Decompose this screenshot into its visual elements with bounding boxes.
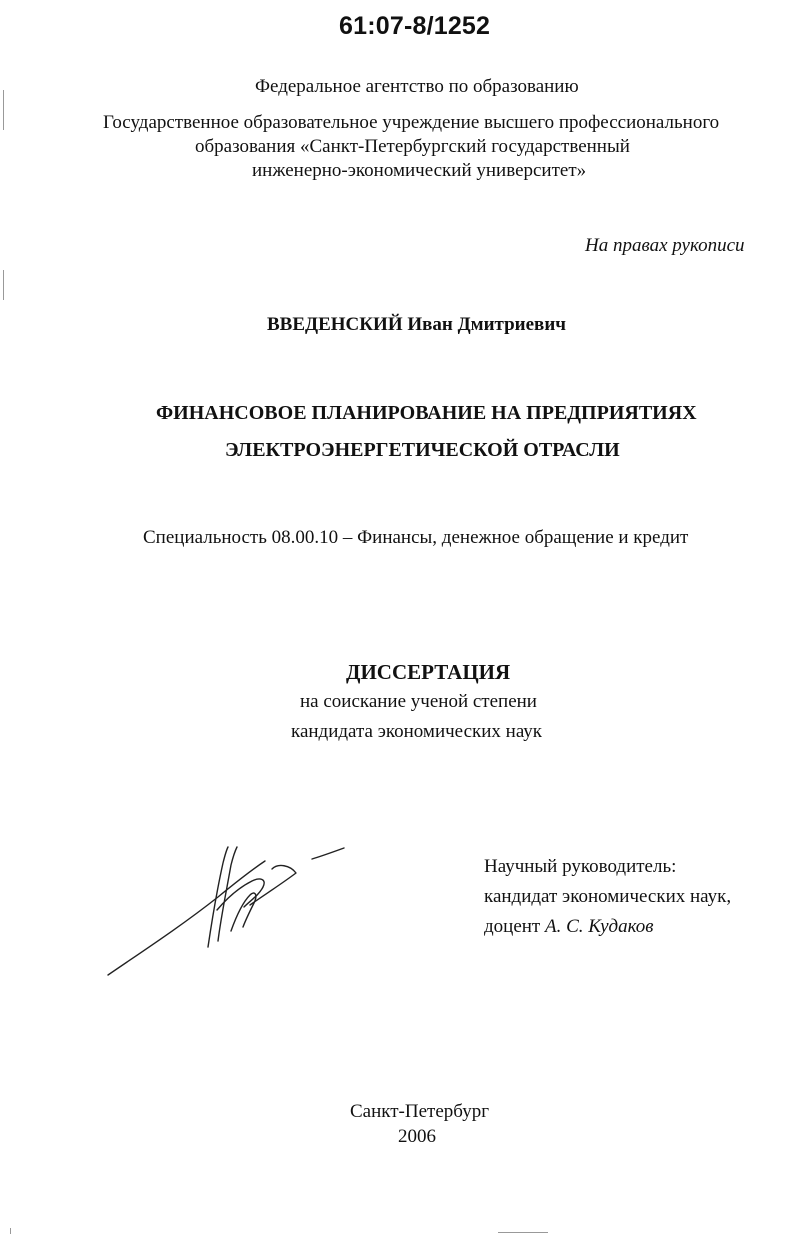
rights-note: На правах рукописи [585, 235, 745, 256]
archive-code: 61:07-8/1252 [339, 12, 491, 40]
institution-line-2: образования «Санкт-Петербургский государственный [195, 136, 630, 157]
supervisor-position-name [484, 916, 653, 938]
supervisor-label: Научный руководитель: [484, 856, 677, 877]
scan-edge-mark [10, 1228, 11, 1234]
specialty: Специальность 08.00.10 – Финансы, денежное обращение и кредит [143, 527, 689, 548]
scan-edge-mark [3, 90, 4, 130]
institution-line-3: инженерно-экономический университет» [252, 160, 587, 181]
year: 2006 [398, 1126, 436, 1147]
thesis-title-line-1: ФИНАНСОВОЕ ПЛАНИРОВАНИЕ НА ПРЕДПРИЯТИЯХ [156, 402, 697, 424]
scan-bottom-mark [498, 1232, 548, 1233]
handwritten-signature [100, 835, 360, 985]
supervisor-degree: кандидат экономических наук, [484, 886, 732, 907]
scan-edge-mark [3, 270, 4, 300]
thesis-title-line-2: ЭЛЕКТРОЭНЕРГЕТИЧЕСКОЙ ОТРАСЛИ [225, 439, 620, 461]
institution-line-1: Государственное образовательное учреждение высшего профессионального [103, 112, 720, 133]
agency-name: Федеральное агентство по образованию [255, 76, 579, 97]
document-type: ДИССЕРТАЦИЯ [346, 660, 511, 684]
supervisor-position: доцент [484, 916, 541, 937]
supervisor-name: А. С. Кудаков [545, 916, 654, 937]
author-name: ВВЕДЕНСКИЙ Иван Дмитриевич [267, 314, 566, 335]
city: Санкт-Петербург [350, 1101, 490, 1122]
degree-line-2: кандидата экономических наук [291, 721, 543, 742]
degree-line-1: на соискание ученой степени [300, 691, 537, 712]
